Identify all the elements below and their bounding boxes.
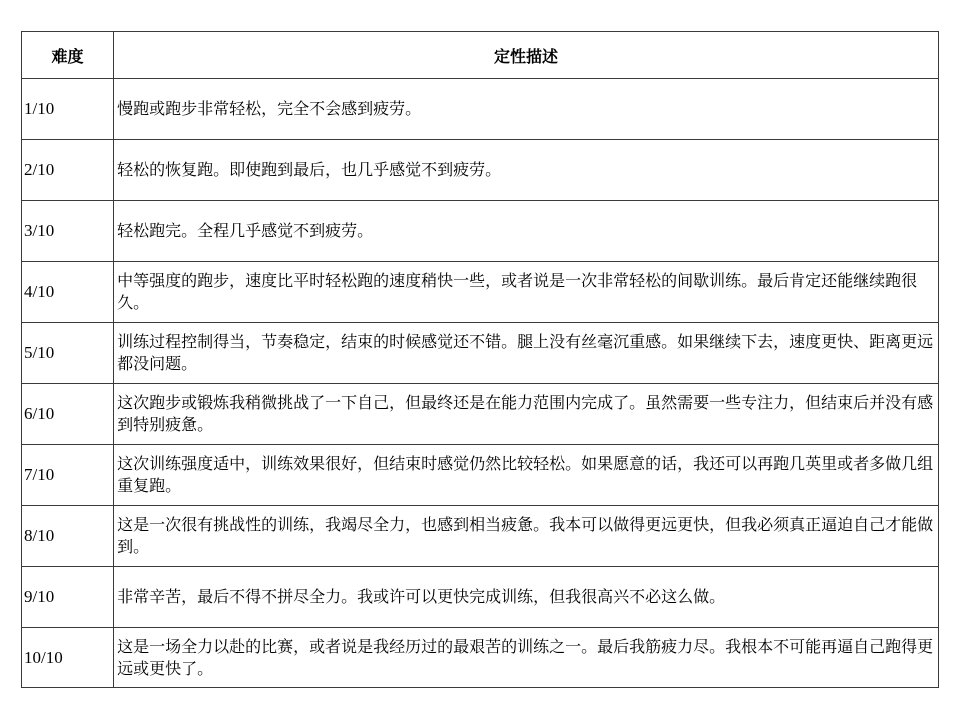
table-row [22,262,939,323]
table-header-row [22,32,939,79]
column-header-description: 定性描述 [114,32,939,79]
description-cell: 慢跑或跑步非常轻松，完全不会感到疲劳。 [114,79,939,140]
table-row [22,79,939,140]
description-cell: 非常辛苦，最后不得不拼尽全力。我或许可以更快完成训练，但我很高兴不必这么做。 [114,567,939,628]
table-row [22,567,939,628]
level-cell: 8/10 [22,506,114,567]
level-cell: 7/10 [22,445,114,506]
table-row [22,140,939,201]
table-row [22,506,939,567]
level-cell: 6/10 [22,384,114,445]
description-cell: 轻松跑完。全程几乎感觉不到疲劳。 [114,201,939,262]
table-row [22,445,939,506]
level-cell: 10/10 [22,628,114,688]
level-cell: 9/10 [22,567,114,628]
description-cell: 这是一次很有挑战性的训练，我竭尽全力，也感到相当疲惫。我本可以做得更远更快，但我必须真正逼迫自己才能做到。 [114,506,939,567]
level-cell: 3/10 [22,201,114,262]
level-cell: 5/10 [22,323,114,384]
table-row [22,384,939,445]
rpe-table [21,31,939,688]
description-cell: 这是一场全力以赴的比赛，或者说是我经历过的最艰苦的训练之一。最后我筋疲力尽。我根本不可能再逼自己跑得更远或更快了。 [114,628,939,688]
column-header-level: 难度 [22,32,114,79]
description-cell: 中等强度的跑步，速度比平时轻松跑的速度稍快一些，或者说是一次非常轻松的间歇训练。最后肯定还能继续跑很久。 [114,262,939,323]
description-cell: 训练过程控制得当，节奏稳定，结束的时候感觉还不错。腿上没有丝毫沉重感。如果继续下去，速度更快、距离更远都没问题。 [114,323,939,384]
description-cell: 这次训练强度适中，训练效果很好，但结束时感觉仍然比较轻松。如果愿意的话，我还可以再跑几英里或者多做几组重复跑。 [114,445,939,506]
level-cell: 4/10 [22,262,114,323]
table-row [22,628,939,688]
table-row [22,201,939,262]
table-row [22,323,939,384]
description-cell: 轻松的恢复跑。即使跑到最后，也几乎感觉不到疲劳。 [114,140,939,201]
description-cell: 这次跑步或锻炼我稍微挑战了一下自己，但最终还是在能力范围内完成了。虽然需要一些专注力，但结束后并没有感到特别疲惫。 [114,384,939,445]
level-cell: 1/10 [22,79,114,140]
level-cell: 2/10 [22,140,114,201]
